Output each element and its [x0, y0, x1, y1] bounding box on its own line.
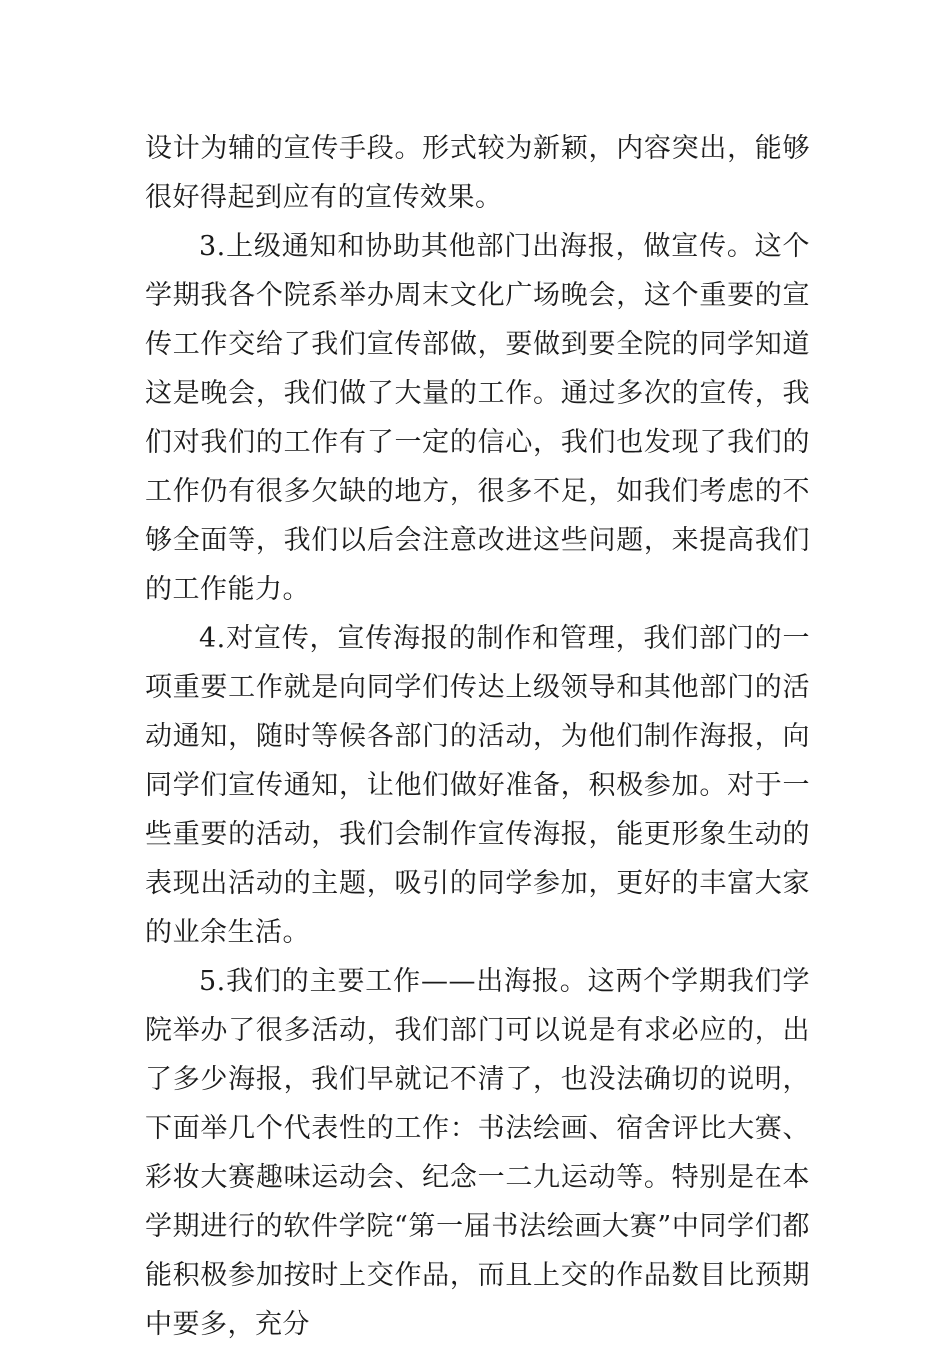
paragraph-item-5: 5.我们的主要工作——出海报。这两个学期我们学院举办了很多活动，我们部门可以说是有求必应的，出了多少海报，我们早就记不清了，也没法确切的说明，下面举几个代表性的工作：书法绘画、宿舍评比大赛、彩妆大赛趣味运动会、纪念一二九运动等。特别是在本学期进行的软件学院“第一届书法绘画大赛”中同学们都能积极参加按时上交作品，而且上交的作品数目比预期中要多，充分	[145, 966, 810, 1340]
document-body	[145, 124, 810, 1349]
paragraph-item-4: 4.对宣传，宣传海报的制作和管理，我们部门的一项重要工作就是向同学们传达上级领导和其他部门的活动通知，随时等候各部门的活动，为他们制作海报，向同学们宣传通知，让他们做好准备，积极参加。对于一些重要的活动，我们会制作宣传海报，能更形象生动的表现出活动的主题，吸引的同学参加，更好的丰富大家的业余生活。	[145, 623, 810, 948]
paragraph-continuation: 设计为辅的宣传手段。形式较为新颖，内容突出，能够很好得起到应有的宣传效果。	[145, 133, 810, 213]
paragraph-item-3: 3.上级通知和协助其他部门出海报，做宣传。这个学期我各个院系举办周末文化广场晚会，这个重要的宣传工作交给了我们宣传部做，要做到要全院的同学知道这是晚会，我们做了大量的工作。通过多次的宣传，我们对我们的工作有了一定的信心，我们也发现了我们的工作仍有很多欠缺的地方，很多不足，如我们考虑的不够全面等，我们以后会注意改进这些问题，来提高我们的工作能力。	[145, 231, 810, 605]
